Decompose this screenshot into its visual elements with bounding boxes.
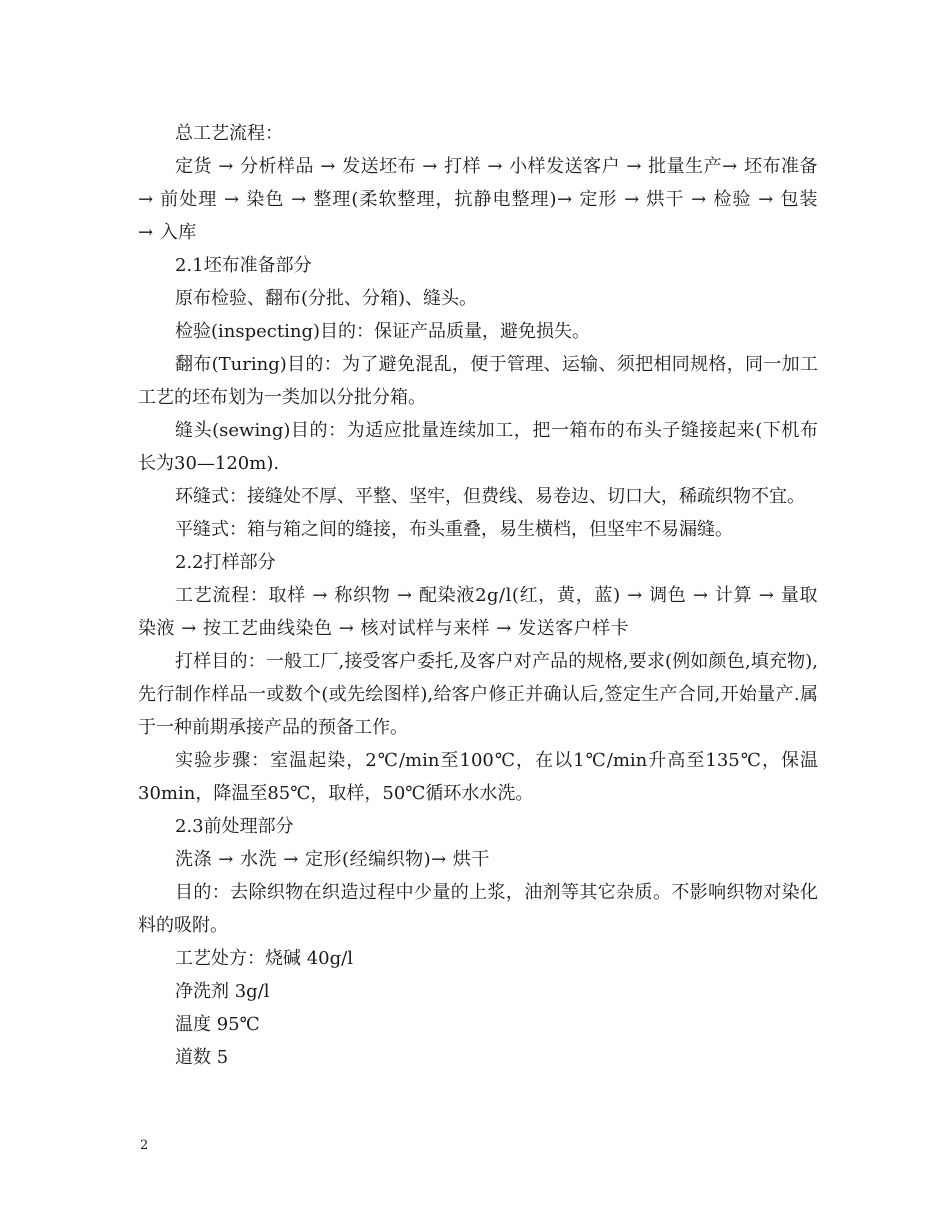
paragraph: 翻布(Turing)目的：为了避免混乱，便于管理、运输、须把相同规格，同一加工工艺的坯布划为一类加以分批分箱。 (138, 354, 818, 408)
paragraph: 目的：去除织物在织造过程中少量的上浆，油剂等其它杂质。不影响织物对染化料的吸附。 (138, 882, 818, 936)
paragraph: 平缝式：箱与箱之间的缝接，布头重叠，易生横档，但坚牢不易漏缝。 (175, 519, 733, 540)
paragraph: 打样目的：一般工厂,接受客户委托,及客户对产品的规格,要求(例如颜色,填充物),先行制作样品一或数个(或先绘图样),给客户修正并确认后,签定生产合同,开始量产.属于一种前期承接产品的预备工作。 (138, 651, 818, 738)
document-body (138, 117, 818, 1074)
recipe-line: 道数 5 (175, 1047, 229, 1068)
paragraph: 实验步骤：室温起染，2℃/min至100℃，在以1℃/min升高至135℃，保温30min，降温至85℃，取样，50℃循环水水洗。 (138, 750, 818, 804)
section-heading-2-3: 2.3前处理部分 (175, 816, 294, 837)
paragraph: 缝头(sewing)目的：为适应批量连续加工，把一箱布的布头子缝接起来(下机布长为30—120m). (138, 420, 818, 474)
paragraph: 原布检验、翻布(分批、分箱)、缝头。 (175, 288, 478, 309)
heading-overall-process: 总工艺流程： (175, 123, 283, 144)
recipe-line: 净洗剂 3g/l (175, 981, 270, 1002)
overall-process-flow: 定货 → 分析样品 → 发送坯布 → 打样 → 小样发送客户 → 批量生产→ 坯布准备 → 前处理 → 染色 → 整理(柔软整理，抗静电整理)→ 定形 → 烘干 → 检验 → 包装 → 入库 (138, 156, 818, 243)
paragraph: 检验(inspecting)目的：保证产品质量，避免损失。 (175, 321, 590, 342)
section-heading-2-1: 2.1坯布准备部分 (175, 255, 312, 276)
section-heading-2-2: 2.2打样部分 (175, 552, 276, 573)
recipe-line: 温度 95℃ (175, 1014, 260, 1035)
recipe-line: 工艺处方：烧碱 40g/l (175, 948, 353, 969)
paragraph: 环缝式：接缝处不厚、平整、坚牢，但费线、易卷边、切口大，稀疏织物不宜。 (175, 486, 805, 507)
sampling-process-flow: 工艺流程：取样 → 称织物 → 配染液2g/l(红，黄，蓝) → 调色 → 计算 → 量取染液 → 按工艺曲线染色 → 核对试样与来样 → 发送客户样卡 (138, 585, 818, 639)
page-number: 2 (140, 1138, 149, 1153)
pretreatment-process-flow: 洗涤 → 水洗 → 定形(经编织物)→ 烘干 (175, 849, 490, 870)
